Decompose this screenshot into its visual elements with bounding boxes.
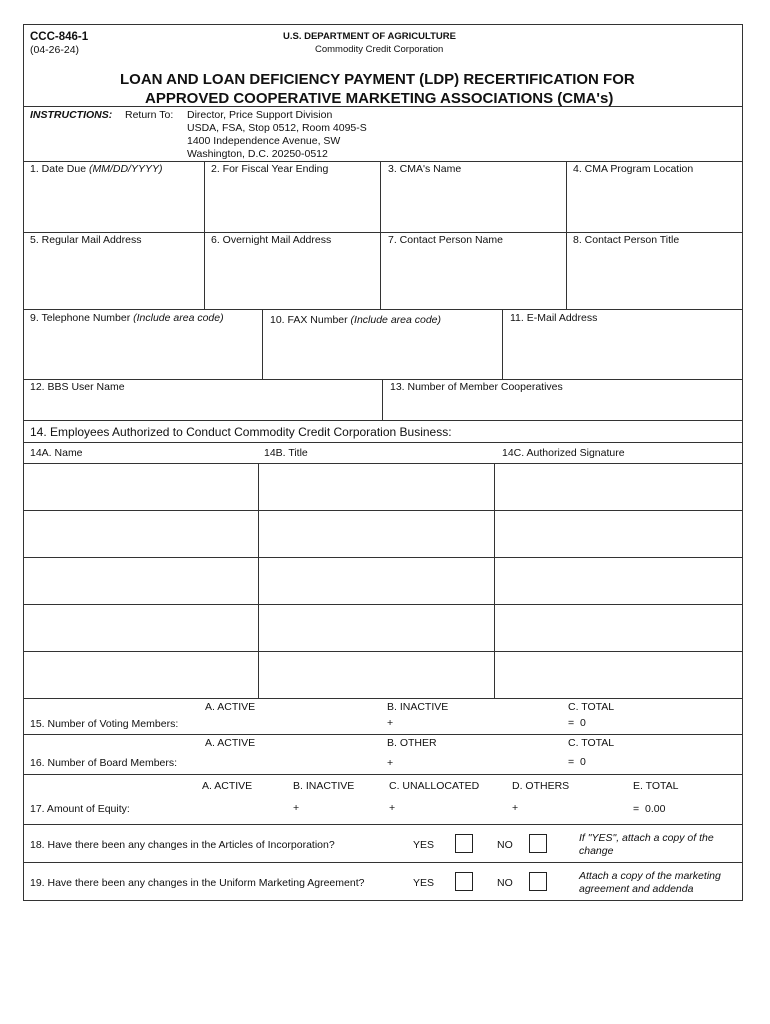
employee-title-field[interactable] bbox=[259, 652, 493, 697]
board-total-value: 0 bbox=[580, 756, 586, 768]
return-to-label: Return To: bbox=[125, 109, 174, 121]
overnight-mail-label: 6. Overnight Mail Address bbox=[211, 234, 332, 246]
employee-signature-field[interactable] bbox=[495, 464, 741, 509]
voting-inactive-field[interactable] bbox=[396, 714, 561, 731]
equity-inactive-header: B. INACTIVE bbox=[293, 780, 355, 792]
voting-total-value: 0 bbox=[580, 717, 586, 729]
return-address-line4: Washington, D.C. 20250-0512 bbox=[187, 148, 328, 160]
contact-name-field[interactable] bbox=[381, 248, 565, 308]
voting-total-header: C. TOTAL bbox=[568, 701, 615, 713]
fiscal-year-label: 2. For Fiscal Year Ending bbox=[211, 163, 329, 175]
equals-sign: = bbox=[633, 803, 640, 815]
form-title-line2: APPROVED COOPERATIVE MARKETING ASSOCIATIONS (CMA's) bbox=[145, 90, 614, 107]
equity-total-value: 0.00 bbox=[645, 803, 666, 815]
fiscal-year-field[interactable] bbox=[205, 177, 379, 232]
employee-signature-field[interactable] bbox=[495, 605, 741, 650]
instructions-label: INSTRUCTIONS: bbox=[30, 109, 113, 121]
equity-unallocated-header: C. UNALLOCATED bbox=[389, 780, 480, 792]
plus-sign: + bbox=[387, 717, 394, 729]
overnight-mail-field[interactable] bbox=[205, 248, 379, 308]
member-coops-label: 13. Number of Member Cooperatives bbox=[390, 381, 563, 393]
date-due-field[interactable] bbox=[24, 177, 203, 232]
equals-sign: = bbox=[568, 756, 575, 768]
board-active-field[interactable] bbox=[200, 753, 380, 770]
q19-note-line2: agreement and addenda bbox=[579, 883, 694, 895]
employee-title-field[interactable] bbox=[259, 464, 493, 509]
equity-active-header: A. ACTIVE bbox=[202, 780, 253, 792]
employee-signature-field[interactable] bbox=[495, 558, 741, 603]
col-name-header: 14A. Name bbox=[30, 447, 83, 459]
equity-active-field[interactable] bbox=[200, 798, 288, 816]
voting-inactive-header: B. INACTIVE bbox=[387, 701, 449, 713]
q19-question: 19. Have there been any changes in the Uniform Marketing Agreement? bbox=[30, 877, 365, 889]
email-field[interactable] bbox=[503, 328, 741, 378]
voting-active-field[interactable] bbox=[200, 714, 380, 731]
board-total-header: C. TOTAL bbox=[568, 737, 615, 749]
q18-question: 18. Have there been any changes in the Articles of Incorporation? bbox=[30, 839, 335, 851]
q18-note-line1: If "YES", attach a copy of the bbox=[579, 832, 714, 844]
plus-sign: + bbox=[387, 757, 394, 769]
equity-total-header: E. TOTAL bbox=[633, 780, 679, 792]
equity-others-header: D. OTHERS bbox=[512, 780, 570, 792]
equity-unallocated-field[interactable] bbox=[398, 798, 506, 816]
date-due-label: 1. Date Due (MM/DD/YYYY) bbox=[30, 163, 163, 175]
email-label: 11. E-Mail Address bbox=[510, 312, 598, 324]
employee-signature-field[interactable] bbox=[495, 511, 741, 556]
employee-signature-field[interactable] bbox=[495, 652, 741, 697]
q18-yes-label: YES bbox=[413, 839, 435, 851]
telephone-field[interactable] bbox=[24, 328, 261, 378]
telephone-label: 9. Telephone Number (Include area code) bbox=[30, 312, 224, 324]
q18-yes-checkbox[interactable] bbox=[455, 834, 473, 853]
equals-sign: = bbox=[568, 717, 575, 729]
contact-name-label: 7. Contact Person Name bbox=[388, 234, 503, 246]
return-address-line1: Director, Price Support Division bbox=[187, 109, 333, 121]
form-title-line1: LOAN AND LOAN DEFICIENCY PAYMENT (LDP) RECERTIFICATION FOR bbox=[120, 71, 635, 88]
employee-title-field[interactable] bbox=[259, 558, 493, 603]
employee-name-field[interactable] bbox=[24, 605, 257, 650]
q18-note-line2: change bbox=[579, 845, 614, 857]
employee-title-field[interactable] bbox=[259, 605, 493, 650]
equity-others-field[interactable] bbox=[521, 798, 627, 816]
regular-mail-field[interactable] bbox=[24, 248, 203, 308]
board-other-field[interactable] bbox=[396, 753, 561, 770]
plus-sign: + bbox=[512, 802, 519, 814]
bbs-user-field[interactable] bbox=[24, 395, 381, 419]
q19-note-line1: Attach a copy of the marketing bbox=[579, 870, 721, 882]
section14-heading: 14. Employees Authorized to Conduct Commodity Credit Corporation Business: bbox=[30, 425, 452, 439]
q18-no-checkbox[interactable] bbox=[529, 834, 547, 853]
q19-yes-label: YES bbox=[413, 877, 435, 889]
voting-active-header: A. ACTIVE bbox=[205, 701, 256, 713]
employee-name-field[interactable] bbox=[24, 558, 257, 603]
member-coops-field[interactable] bbox=[383, 395, 741, 419]
plus-sign: + bbox=[293, 802, 300, 814]
contact-title-label: 8. Contact Person Title bbox=[573, 234, 680, 246]
board-members-label: 16. Number of Board Members: bbox=[30, 757, 178, 769]
return-address-line3: 1400 Independence Avenue, SW bbox=[187, 135, 341, 147]
return-address-line2: USDA, FSA, Stop 0512, Room 4095-S bbox=[187, 122, 367, 134]
regular-mail-label: 5. Regular Mail Address bbox=[30, 234, 142, 246]
q19-no-label: NO bbox=[497, 877, 513, 889]
q19-yes-checkbox[interactable] bbox=[455, 872, 473, 891]
fax-label: 10. FAX Number (Include area code) bbox=[270, 314, 442, 326]
plus-sign: + bbox=[389, 802, 396, 814]
bbs-user-label: 12. BBS User Name bbox=[30, 381, 125, 393]
employee-name-field[interactable] bbox=[24, 511, 257, 556]
employee-name-field[interactable] bbox=[24, 652, 257, 697]
q18-no-label: NO bbox=[497, 839, 513, 851]
cma-name-label: 3. CMA's Name bbox=[388, 163, 462, 175]
q19-no-checkbox[interactable] bbox=[529, 872, 547, 891]
employee-name-field[interactable] bbox=[24, 464, 257, 509]
agency-name: Commodity Credit Corporation bbox=[315, 44, 444, 55]
col-signature-header: 14C. Authorized Signature bbox=[502, 447, 625, 459]
contact-title-field[interactable] bbox=[567, 248, 741, 308]
fax-field[interactable] bbox=[263, 330, 501, 378]
equity-inactive-field[interactable] bbox=[302, 798, 384, 816]
board-active-header: A. ACTIVE bbox=[205, 737, 256, 749]
cma-program-location-label: 4. CMA Program Location bbox=[573, 163, 694, 175]
equity-label: 17. Amount of Equity: bbox=[30, 803, 130, 815]
cma-name-field[interactable] bbox=[381, 177, 565, 232]
voting-members-label: 15. Number of Voting Members: bbox=[30, 718, 179, 730]
cma-program-location-field[interactable] bbox=[567, 177, 741, 232]
form-number: CCC-846-1 bbox=[30, 31, 89, 43]
board-other-header: B. OTHER bbox=[387, 737, 437, 749]
form-date: (04-26-24) bbox=[30, 44, 80, 56]
department-name: U.S. DEPARTMENT OF AGRICULTURE bbox=[283, 31, 456, 42]
employee-title-field[interactable] bbox=[259, 511, 493, 556]
col-title-header: 14B. Title bbox=[264, 447, 308, 459]
